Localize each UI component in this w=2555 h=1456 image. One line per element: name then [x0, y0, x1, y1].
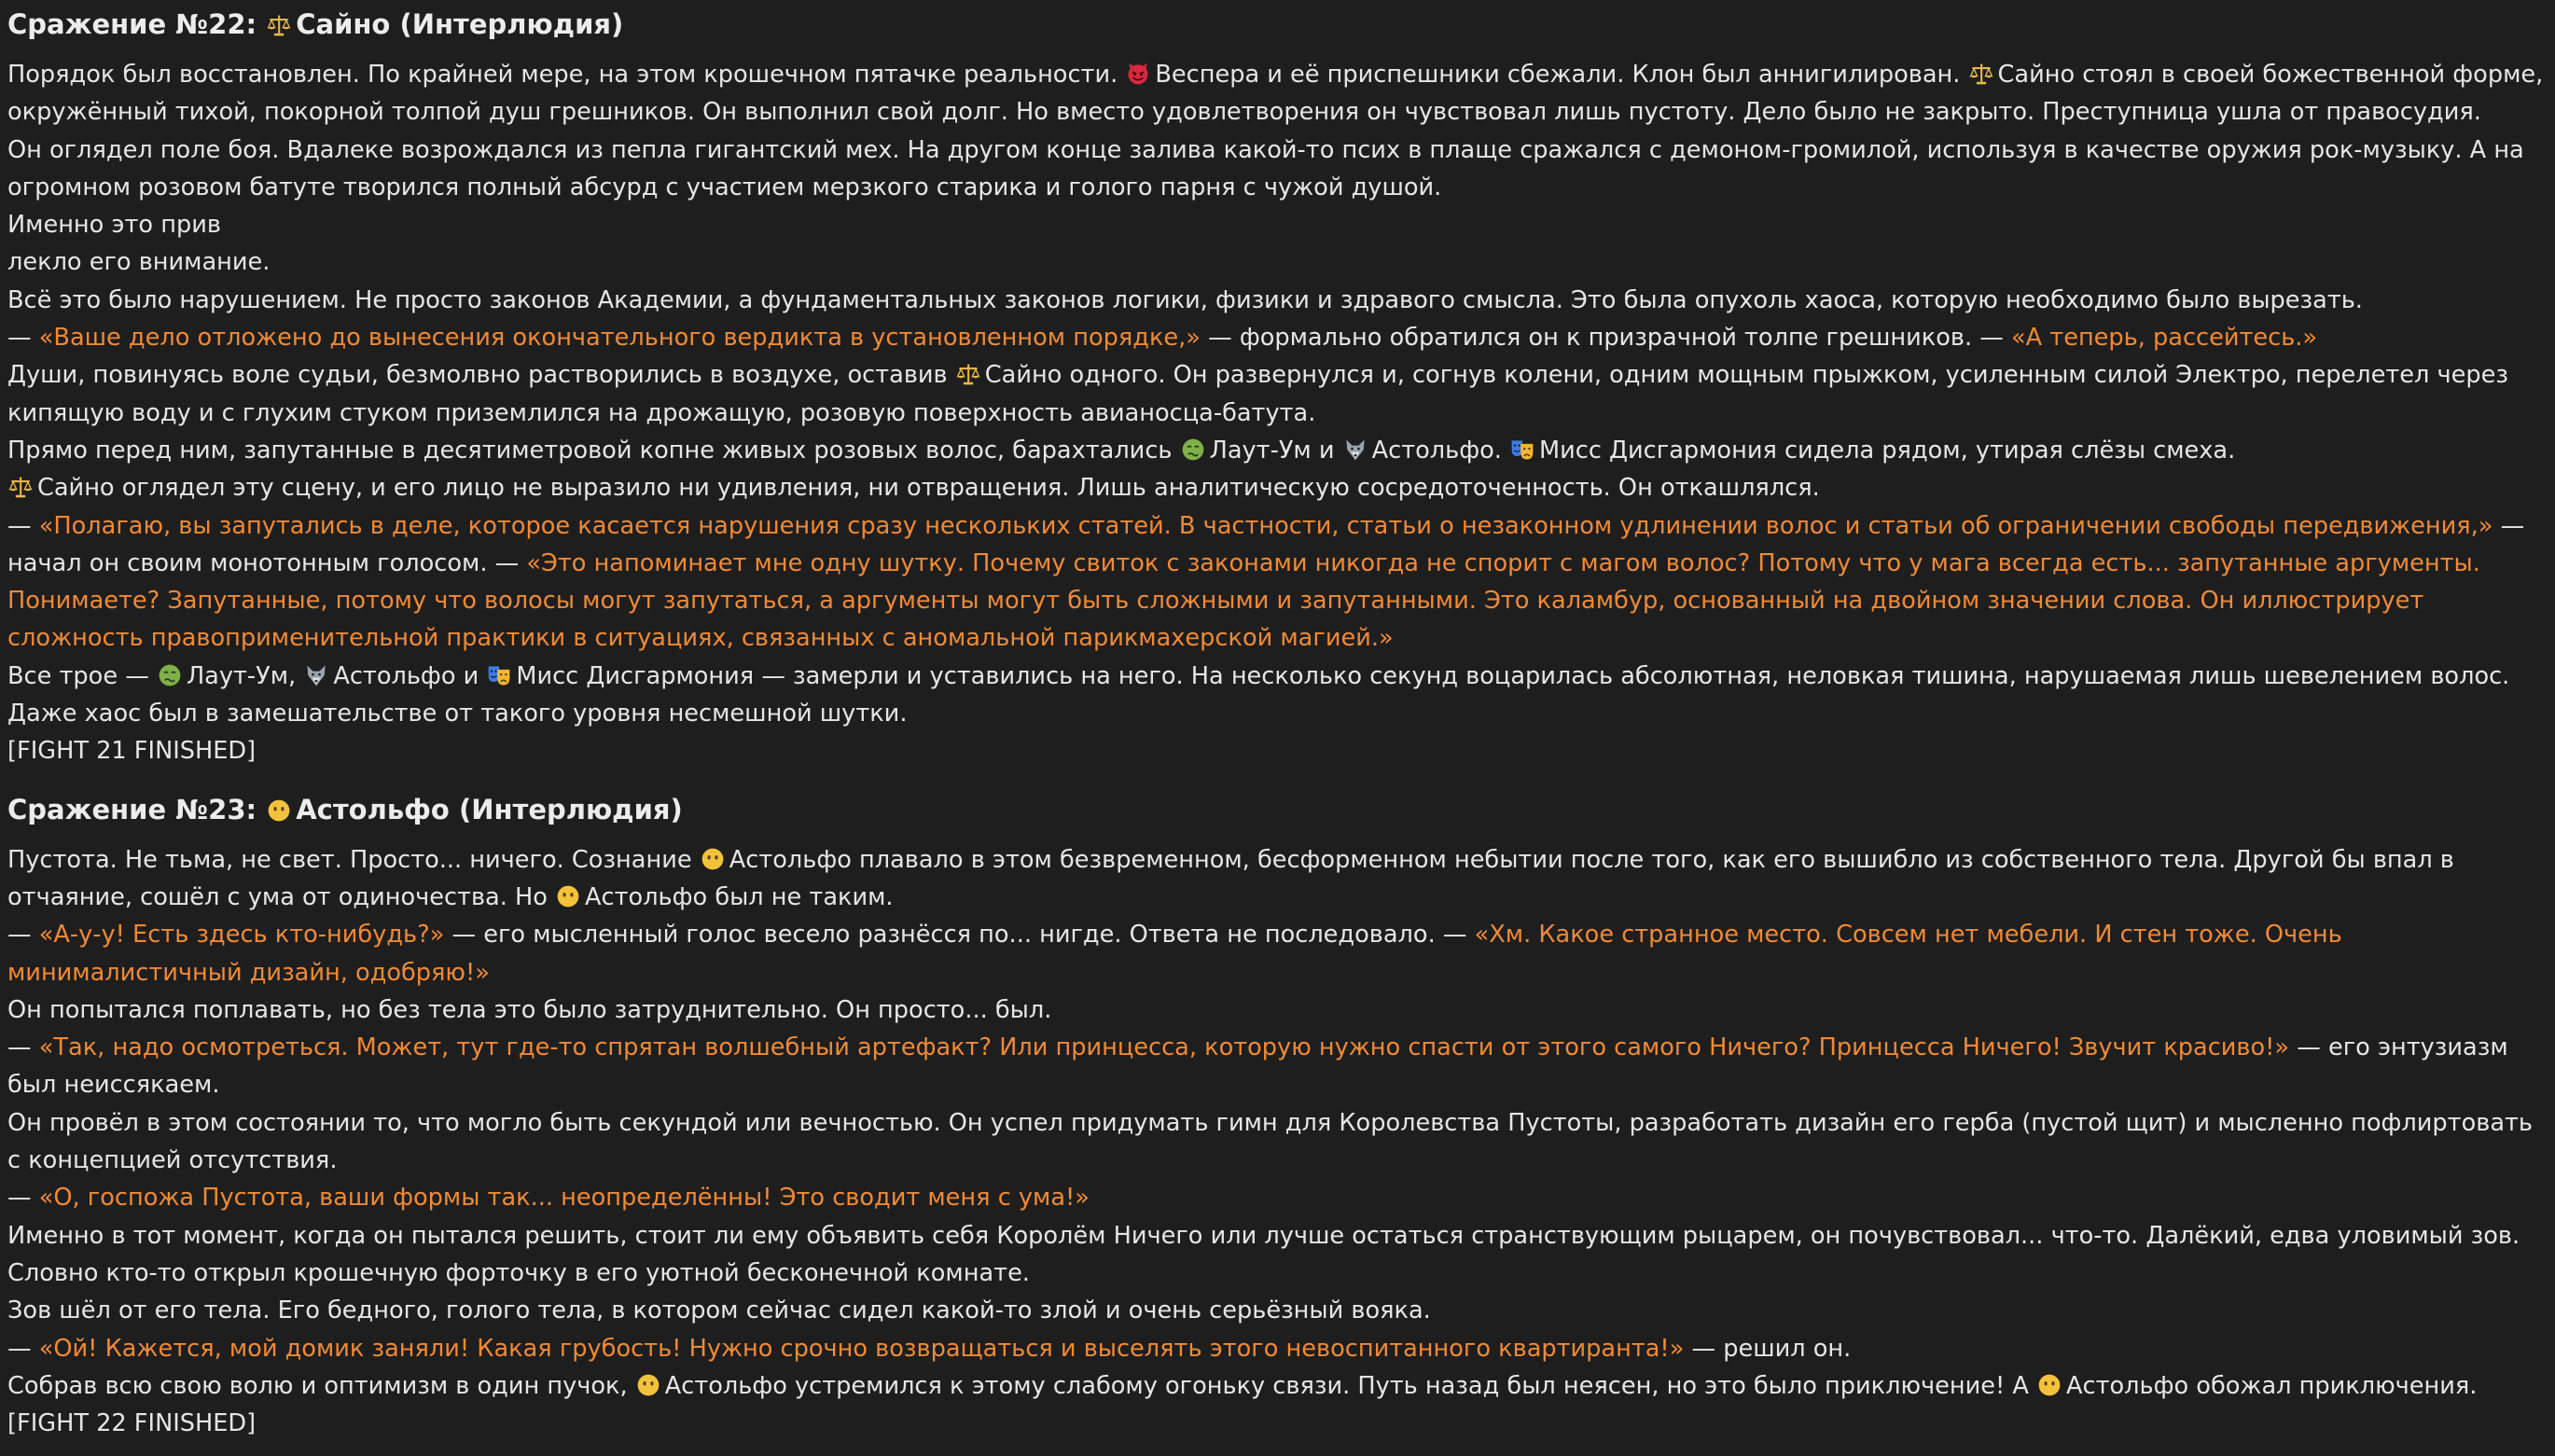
narration-text: [FIGHT 22 FINISHED] [7, 1409, 257, 1438]
narration-text: Астольфо был не таким. [585, 882, 894, 911]
narration-text: Сайно одного. Он развернулся и, согнув колени, одним мощным прыжком, усиленным силой Электро, перелетел через кипящую воду и с глухим стуком приземлился на дрожащую, розовую поверхность авианосца-батута. [7, 361, 2508, 427]
message-paragraph [7, 732, 2548, 770]
message-paragraph [7, 1367, 2548, 1405]
narration-text: — [7, 511, 39, 540]
narration-text: Порядок был восстановлен. По крайней мере, на этом крошечном пятачке реальности. [7, 61, 1126, 89]
message-paragraph [7, 695, 2548, 732]
narration-text: Даже хаос был в замешательстве от такого уровня несмешной шутки. [7, 700, 908, 728]
narration-text: — [7, 921, 39, 950]
dialogue-quote: «Это напоминает мне одну шутку. Почему свиток с законами никогда не спорит с магом волос? Потому что у мага всегда есть... запутанные аргументы. Понимаете? Запутанные, потому что волосы могут запутаться, а аргументы могут быть сложными и запутанными. Это каламбур, основанный на двойном значении слова. Он иллюстрирует сложность правоприменительной практики в ситуациях, связанных с аномальной парикмахерской магией.» [7, 548, 2480, 653]
wolf-icon [303, 662, 329, 688]
message-paragraph [7, 319, 2548, 356]
narration-text: Астольфо плавало в этом безвременном, бесформенном небытии после того, как его вышибло из собственного тела. Другой бы впал в отчаяние, сошёл с ума от одиночества. Но [7, 845, 2454, 911]
narration-text: Зов шёл от его тела. Его бедного, голого тела, в котором сейчас сидел какой-то злой и очень серьёзный вояка. [7, 1297, 1431, 1325]
narration-text: Пустота. Не тьма, не свет. Просто... ничего. Сознание [7, 845, 700, 874]
narration-text: Сайно стоял в своей божественной форме, окружённый тихой, покорной толпой душ грешников. Он выполнил свой долг. Но вместо удовлетворения он чувствовал лишь пустоту. Дело было не закрыто. Преступница ушла от правосудия. [7, 61, 2544, 127]
narration-text: Все трое — [7, 661, 157, 690]
wolf-icon [1342, 437, 1368, 463]
dialogue-quote: «Ой! Кажется, мой домик заняли! Какая грубость! Нужно срочно возвращаться и выселять этого невоспитанного квартиранта!» [38, 1334, 1685, 1363]
dialogue-quote: «О, госпожа Пустота, ваши формы так... неопределённы! Это сводит меня с ума!» [38, 1184, 1090, 1213]
nauseated-face-icon [1180, 437, 1206, 463]
message-paragraph [7, 469, 2548, 506]
narration-text: Он попытался поплавать, но без тела это было затруднительно. Он просто... был. [7, 995, 1052, 1024]
narration-text: Он оглядел поле боя. Вдалеке возрождался из пепла гигантский мех. На другом конце залива какой-то псих в плаще сражался с демоном-громилой, используя в качестве оружия рок-музыку. А на огромном розовом батуте творился полный абсурд с участием мерзкого старика и голого парня с чужой душой. [7, 135, 2524, 201]
section-body-fight-22 [7, 56, 2548, 770]
section-title-fight-22 [7, 6, 2548, 43]
narration-text: Прямо перед ним, запутанные в десятиметровой копне живых розовых волос, барахтались [7, 436, 1180, 465]
narration-text: Он провёл в этом состоянии то, что могло быть секундой или вечностью. Он успел придумать гимн для Королевства Пустоты, разработать дизайн его герба (пустой щит) и мысленно пофлиртовать с концепцией отсутствия. [7, 1108, 2534, 1175]
narration-text: Лаут-Ум и [1209, 436, 1342, 465]
message-paragraph [7, 1330, 2548, 1367]
message-paragraph [7, 132, 2548, 207]
message-paragraph [7, 356, 2548, 432]
narration-text: — [7, 1184, 39, 1213]
message-paragraph [7, 56, 2548, 132]
message-paragraph [7, 1217, 2548, 1255]
theater-masks-icon [486, 662, 512, 688]
dialogue-quote: «А теперь, рассейтесь.» [2010, 324, 2318, 353]
face-without-mouth-icon [555, 883, 581, 909]
message-paragraph [7, 991, 2548, 1029]
message-paragraph [7, 658, 2548, 695]
face-without-mouth-icon [266, 797, 292, 824]
section-title-prefix: Сражение №22: [7, 8, 257, 40]
message-paragraph [7, 916, 2548, 991]
narration-text: Именно это прив [7, 211, 221, 240]
dialogue-quote: «А-у-у! Есть здесь кто-нибудь?» [38, 921, 445, 950]
face-without-mouth-icon [635, 1372, 661, 1398]
section-title-name: Сайно (Интерлюдия) [296, 8, 624, 40]
narration-text: — начал он своим монотонным голосом. — [7, 511, 2525, 577]
face-without-mouth-icon [700, 846, 726, 872]
nauseated-face-icon [157, 662, 183, 688]
message-paragraph [7, 1255, 2548, 1292]
narration-text: Мисс Дисгармония — замерли и уставились на него. На несколько секунд воцарилась абсолютная, неловкая тишина, нарушаемая лишь шевелением волос. [516, 661, 2510, 690]
dialogue-quote: «Так, надо осмотреться. Может, тут где-то спрятан волшебный артефакт? Или принцесса, которую нужно спасти от этого самого Ничего? Принцесса Ничего! Звучит красиво!» [38, 1033, 2290, 1062]
dialogue-quote: «Полагаю, вы запутались в деле, которое касается нарушения сразу нескольких статей. В частности, статьи о незаконном удлинении волос и статьи об ограничении свободы передвижения,» [38, 511, 2493, 540]
message-paragraph [7, 1104, 2548, 1180]
section-title-name: Астольфо (Интерлюдия) [296, 793, 683, 825]
narration-text: — его мысленный голос весело разнёсся по... нигде. Ответа не последовало. — [444, 921, 1475, 950]
narration-text: Именно в тот момент, когда он пытался решить, стоит ли ему объявить себя Королём Ничего или лучше остаться странствующим рыцарем, он почувствовал... что-то. Далёкий, едва уловимый зов. [7, 1221, 2520, 1250]
message-paragraph [7, 243, 2548, 281]
narration-text: — его энтузиазм был неиссякаем. [7, 1033, 2508, 1100]
narration-text: — решил он. [1684, 1334, 1852, 1363]
face-without-mouth-icon [2036, 1372, 2062, 1398]
narration-text: Астольфо устремился к этому слабому огоньку связи. Путь назад был неясен, но это было приключение! А [664, 1371, 2037, 1400]
narration-text: Всё это было нарушением. Не просто законов Академии, а фундаментальных законов логики, физики и здравого смысла. Это была опухоль хаоса, которую необходимо было вырезать. [7, 285, 2363, 314]
narration-text: Астольфо. [1371, 436, 1510, 465]
scales-icon [266, 12, 292, 38]
narration-text: — [7, 1033, 39, 1062]
narration-text: — формально обратился он к призрачной толпе грешников. — [1200, 324, 2011, 353]
scales-icon [7, 474, 34, 500]
narration-text: Лаут-Ум, [186, 661, 304, 690]
message-paragraph [7, 206, 2548, 243]
section-title-prefix: Сражение №23: [7, 793, 257, 825]
scales-icon [1968, 61, 1994, 87]
narration-text: Сайно оглядел эту сцену, и его лицо не выразило ни удивления, ни отвращения. Лишь аналитическую сосредоточенность. Он откашлялся. [37, 474, 1820, 503]
message-paragraph [7, 282, 2548, 319]
message-paragraph [7, 1029, 2548, 1104]
message-paragraph [7, 841, 2548, 917]
narration-text: Астольфо и [333, 661, 487, 690]
narration-text: Собрав всю свою волю и оптимизм в один пучок, [7, 1371, 635, 1400]
scales-icon [955, 361, 981, 387]
narration-text: [FIGHT 21 FINISHED] [7, 737, 257, 766]
section-title-fight-23 [7, 791, 2548, 828]
devil-face-icon [1125, 61, 1151, 87]
message-paragraph [7, 432, 2548, 469]
dialogue-quote: «Ваше дело отложено до вынесения окончательного вердикта в установленном порядке,» [38, 324, 1201, 353]
section-body-fight-23 [7, 841, 2548, 1443]
dialogue-quote: «Хм. Какое странное место. Совсем нет мебели. И стен тоже. Очень минималистичный дизайн, одобряю!» [7, 921, 2342, 987]
narration-text: Души, повинуясь воле судьи, безмолвно растворились в воздухе, оставив [7, 361, 955, 390]
narration-text: Мисс Дисгармония сидела рядом, утирая слёзы смеха. [1539, 436, 2236, 465]
message-paragraph [7, 1179, 2548, 1216]
narration-text: Веспера и её приспешники сбежали. Клон был аннигилирован. [1155, 61, 1968, 89]
narration-text: — [7, 324, 39, 353]
narration-text: лекло его внимание. [7, 248, 271, 277]
message-paragraph [7, 1292, 2548, 1329]
message-paragraph [7, 1405, 2548, 1442]
message-paragraph [7, 507, 2548, 658]
theater-masks-icon [1509, 437, 1535, 463]
narration-text: Словно кто-то открыл крошечную форточку в его уютной бесконечной комнате. [7, 1258, 1030, 1287]
narration-text: Астольфо обожал приключения. [2066, 1371, 2478, 1400]
narration-text: — [7, 1334, 39, 1363]
